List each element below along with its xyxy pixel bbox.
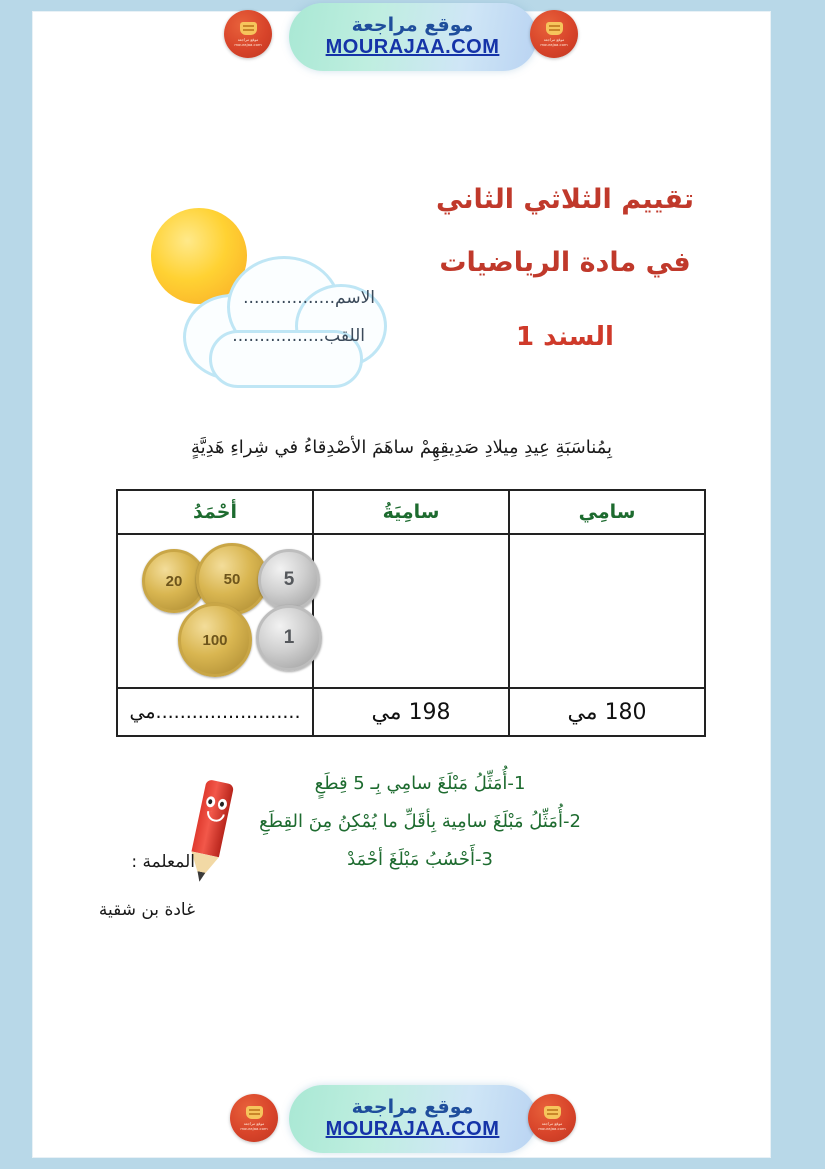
cell-ahmed-coins	[117, 534, 313, 688]
watermark-badge-text: موقع مراجعة mourajaa.com	[538, 1120, 566, 1131]
table-header-ahmed: أحْمَدُ	[117, 490, 313, 534]
watermark-badge-text: موقع مراجعة mourajaa.com	[240, 1120, 268, 1131]
table-row-amounts	[117, 688, 705, 736]
table-header-samia: سامِيَةُ	[313, 490, 509, 534]
worksheet-header	[33, 160, 770, 420]
question-3: 3-أَحْسُبُ مَبْلَغَ أحْمَدْ	[347, 848, 493, 870]
coin-50: 50	[196, 543, 268, 615]
teacher-label: المعلمة :	[131, 852, 195, 872]
question-1: 1-أُمَثِّلُ مَبْلَغَ سامِي بِـ 5 قِطَعٍ	[314, 773, 526, 794]
amount-samia: 198 مي	[313, 688, 509, 736]
title-block	[400, 180, 730, 352]
student-name-field[interactable]: الاسم.................	[243, 288, 375, 308]
section-label-sanad: السند 1	[516, 321, 614, 352]
teacher-name: غادة بن شقية	[98, 900, 195, 920]
cell-sami-coins-blank[interactable]	[509, 534, 705, 688]
watermark-line1: موقع مراجعة	[351, 13, 474, 36]
sun-cloud-illustration	[113, 170, 393, 420]
exercise-prompt: بِمُناسَبَةِ عِيدِ مِيلادِ صَدِيقِهِمْ ساهَمَ الأصْدِقاءُ في شِراءِ هَدِيَّةٍ	[190, 437, 613, 458]
page-subtitle: في مادة الرياضيات	[439, 246, 691, 278]
amount-ahmed-blank[interactable]: ........................مي	[117, 688, 313, 736]
table-row-headers	[117, 490, 705, 534]
watermark-badge-text: موقع مراجعة mourajaa.com	[234, 36, 262, 47]
table-row-illustrations	[117, 534, 705, 688]
amounts-table	[116, 489, 706, 737]
watermark-line2: MOURAJAA.COM	[325, 1118, 500, 1141]
cell-samia-coins-blank[interactable]	[313, 534, 509, 688]
coin-1: 1	[256, 605, 322, 671]
watermark-line1: موقع مراجعة	[351, 1095, 474, 1118]
student-surname-field[interactable]: اللقب.................	[232, 326, 365, 346]
table-header-sami: سامِي	[509, 490, 705, 534]
watermark-line2: MOURAJAA.COM	[325, 36, 500, 59]
cloud-icon	[175, 248, 387, 388]
page-title: تقييم الثلاثي الثاني	[436, 184, 694, 215]
amount-sami: 180 مي	[509, 688, 705, 736]
question-2: 2-أُمَثِّلُ مَبْلَغَ سامِية بِأقَلِّ ما يُمْكِنُ مِنَ القِطَعِ	[259, 810, 581, 832]
coin-5: 5	[258, 549, 320, 611]
coin-20: 20	[142, 549, 206, 613]
watermark-badge-text: موقع مراجعة mourajaa.com	[540, 36, 568, 47]
coin-100: 100	[178, 603, 252, 677]
teacher-signature	[65, 852, 195, 920]
